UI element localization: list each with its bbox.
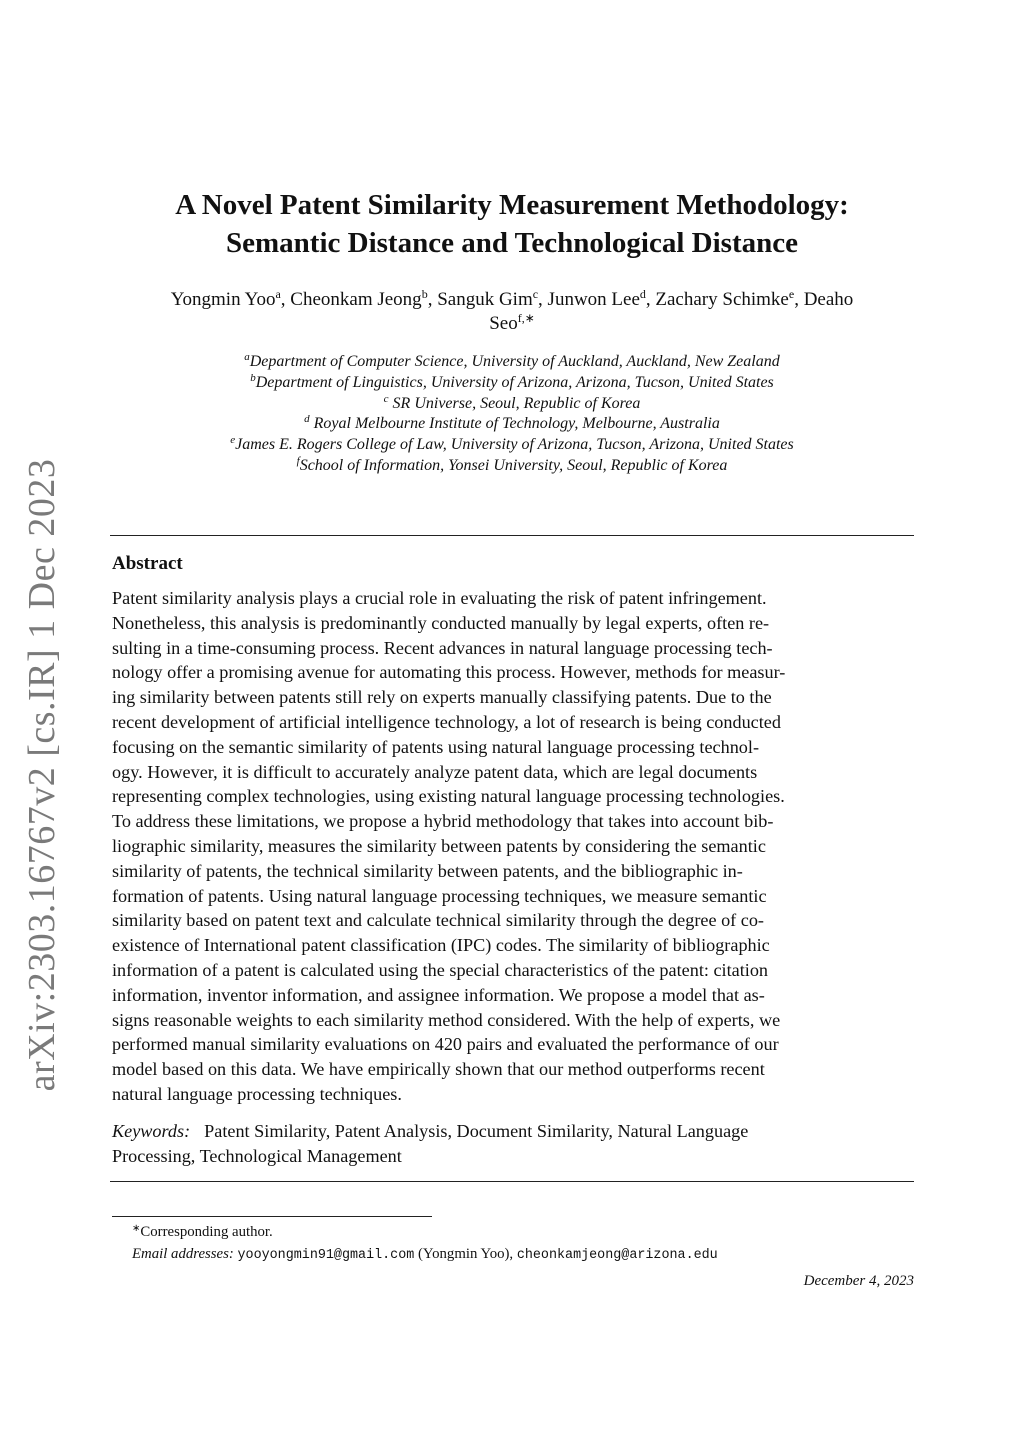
abstract-top-rule bbox=[110, 535, 914, 536]
affiliation bbox=[110, 414, 914, 435]
affiliation bbox=[110, 435, 914, 456]
abstract-line: natural language processing techniques. bbox=[112, 1083, 402, 1104]
affiliation-mark: b bbox=[250, 371, 256, 384]
footnote-mark: ∗ bbox=[132, 1223, 141, 1234]
abstract-line: ogy. However, it is difficult to accurately analyze patent data, which are legal documents bbox=[112, 761, 758, 782]
affiliation bbox=[110, 373, 914, 394]
author-name: Zachary Schimke bbox=[655, 289, 789, 310]
keywords bbox=[112, 1119, 914, 1169]
abstract-line: existence of International patent classification (IPC) codes. The similarity of bibliographic bbox=[112, 935, 770, 956]
abstract-line: information, inventor information, and assignee information. We propose a model that as- bbox=[112, 984, 765, 1005]
affiliation bbox=[110, 394, 914, 415]
title-line-2: Semantic Distance and Technological Distance bbox=[226, 227, 798, 259]
abstract-line: To address these limitations, we propose a hybrid methodology that takes into account bib- bbox=[112, 811, 774, 832]
abstract-line: formation of patents. Using natural language processing techniques, we measure semantic bbox=[112, 885, 767, 906]
email-note bbox=[132, 1243, 718, 1267]
author-name: Junwon Lee bbox=[547, 289, 640, 310]
abstract-line: model based on this data. We have empirically shown that our method outperforms recent bbox=[112, 1059, 765, 1080]
email-link-2[interactable]: cheonkamjeong@arizona.edu bbox=[516, 1248, 718, 1263]
title-line-1: A Novel Patent Similarity Measurement Methodology: bbox=[175, 189, 849, 221]
abstract-line: Patent similarity analysis plays a crucial role in evaluating the risk of patent infringement. bbox=[112, 588, 767, 608]
affiliation-list bbox=[110, 352, 914, 477]
preprint-date: December 4, 2023 bbox=[803, 1273, 914, 1289]
affiliation-text: School of Information, Yonsei University, Seoul, Republic of Korea bbox=[299, 456, 728, 474]
author-name: Deaho bbox=[803, 289, 854, 310]
author-name: Sanguk Gim bbox=[437, 289, 533, 310]
affiliation-mark: c bbox=[383, 392, 389, 405]
author-list bbox=[110, 288, 914, 336]
author-line-2 bbox=[110, 312, 914, 336]
affiliation-text: SR Universe, Seoul, Republic of Korea bbox=[388, 394, 641, 412]
abstract-line: recent development of artificial intelligence technology, a lot of research is being conducted bbox=[112, 711, 781, 732]
footnotes bbox=[132, 1221, 718, 1267]
affiliation-mark: f bbox=[296, 454, 300, 467]
corresponding-author-text: Corresponding author. bbox=[140, 1224, 273, 1240]
abstract-line: focusing on the semantic similarity of patents using natural language processing technol- bbox=[112, 736, 760, 757]
email-owner-1: (Yongmin Yoo), bbox=[414, 1246, 517, 1262]
keywords-line-1 bbox=[112, 1119, 914, 1144]
affiliation-text: James E. Rogers College of Law, University of Arizona, Tucson, Arizona, United States bbox=[235, 436, 794, 454]
author-separator: , bbox=[538, 289, 548, 310]
affiliation-mark: e bbox=[230, 434, 236, 447]
footnote-rule bbox=[112, 1216, 432, 1217]
abstract-line: information of a patent is calculated using the special characteristics of the patent: citation bbox=[112, 959, 769, 980]
corresponding-author-note bbox=[132, 1221, 718, 1243]
author-separator: , bbox=[427, 289, 438, 310]
author-affil-mark: b bbox=[421, 287, 428, 301]
abstract-line: representing complex technologies, using existing natural language processing technologies. bbox=[112, 786, 785, 807]
email-label: Email addresses: bbox=[132, 1246, 234, 1262]
author-affil-mark: f,∗ bbox=[517, 311, 535, 325]
affiliation-text: Department of Linguistics, University of Arizona, Arizona, Tucson, United States bbox=[255, 373, 774, 391]
abstract-line: nology offer a promising avenue for automating this process. However, methods for measur- bbox=[112, 662, 786, 683]
abstract-line: performed manual similarity evaluations on 420 pairs and evaluated the performance of our bbox=[112, 1034, 779, 1055]
email-link-1[interactable]: yooyongmin91@gmail.com bbox=[237, 1248, 415, 1263]
abstract-line: similarity based on patent text and calculate technical similarity through the degree of co- bbox=[112, 910, 764, 931]
affiliation bbox=[110, 352, 914, 373]
abstract-line: sulting in a time-consuming process. Recent advances in natural language processing tech- bbox=[112, 637, 773, 658]
author-separator: , bbox=[280, 289, 291, 310]
abstract-body bbox=[112, 586, 914, 1107]
affiliation bbox=[110, 456, 914, 477]
author-affil-mark: a bbox=[275, 287, 281, 301]
abstract-line: signs reasonable weights to each similarity method considered. With the help of experts, we bbox=[112, 1009, 781, 1030]
author-separator: , bbox=[645, 289, 656, 310]
keywords-label: Keywords: bbox=[112, 1121, 191, 1141]
author-name: Yongmin Yoo bbox=[170, 289, 276, 310]
author-name: Seo bbox=[489, 313, 518, 334]
affiliation-text: Royal Melbourne Institute of Technology, Melbourne, Australia bbox=[309, 415, 720, 433]
author-line-1 bbox=[110, 288, 914, 312]
abstract-line: ing similarity between patents still rely on experts manually classifying patents. Due to the bbox=[112, 687, 772, 708]
abstract-heading: Abstract bbox=[112, 553, 183, 574]
keywords-text: Patent Similarity, Patent Analysis, Document Similarity, Natural Language bbox=[204, 1121, 749, 1141]
paper-title bbox=[110, 186, 914, 262]
author-separator: , bbox=[794, 289, 804, 310]
author-name: Cheonkam Jeong bbox=[290, 289, 422, 310]
affiliation-text: Department of Computer Science, University of Auckland, Auckland, New Zealand bbox=[249, 353, 780, 370]
abstract-line: liographic similarity, measures the similarity between patents by considering the semantic bbox=[112, 835, 766, 856]
arxiv-identifier: arXiv:2303.16767v2 [cs.IR] 1 Dec 2023 bbox=[21, 458, 63, 1092]
abstract-bottom-rule bbox=[110, 1181, 914, 1182]
author-affil-mark: c bbox=[532, 287, 539, 301]
author-affil-mark: e bbox=[788, 287, 795, 301]
keywords-line-2: Processing, Technological Management bbox=[112, 1145, 402, 1166]
affiliation-mark: a bbox=[244, 351, 250, 363]
abstract-line: Nonetheless, this analysis is predominantly conducted manually by legal experts, often re- bbox=[112, 612, 770, 633]
author-affil-mark: d bbox=[639, 287, 646, 301]
affiliation-mark: d bbox=[304, 413, 310, 426]
abstract-line: similarity of patents, the technical similarity between patents, and the bibliographic in- bbox=[112, 860, 743, 881]
